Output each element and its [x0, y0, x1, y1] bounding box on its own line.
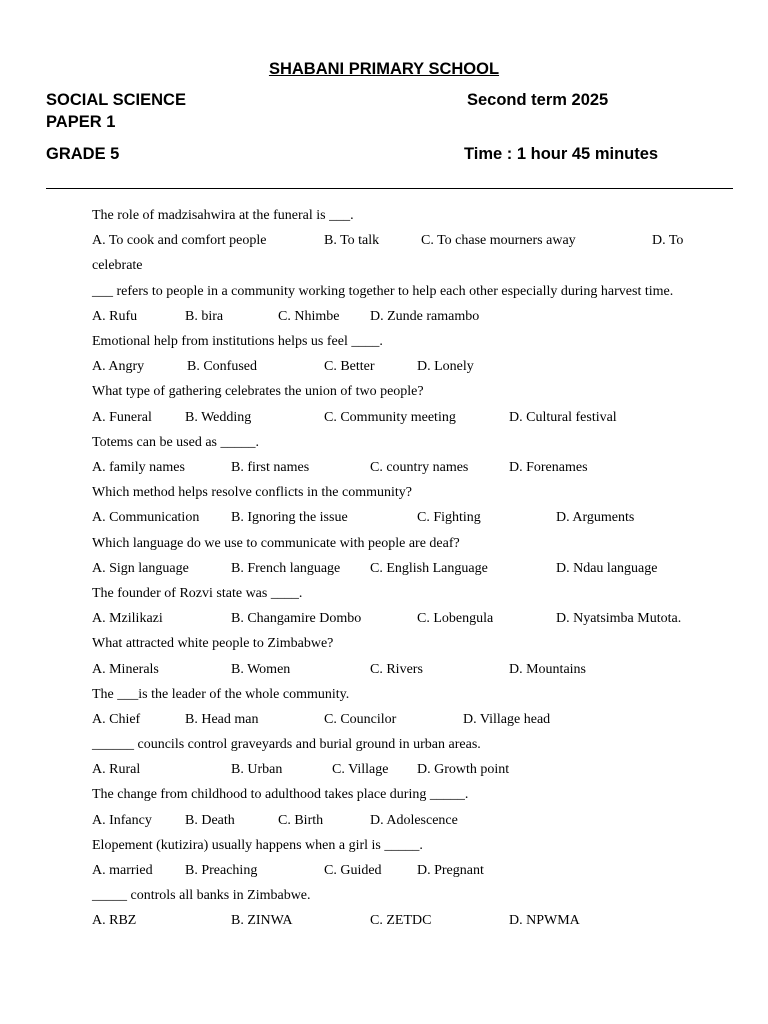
option-c: C. Fighting [417, 510, 481, 526]
option-d: D. Arguments [556, 510, 635, 526]
option-c: C. Lobengula [417, 611, 494, 627]
options-row [92, 304, 742, 329]
option-c: C. Community meeting [324, 409, 456, 425]
options-row [92, 405, 742, 430]
options-row [92, 757, 742, 782]
option-b: B. Wedding [185, 409, 252, 425]
time-label: Time : 1 hour 45 minutes [464, 145, 659, 163]
question-text: ___ refers to people in a community working together to help each other especially during harvest time. [92, 283, 674, 299]
option-b: B. Death [185, 812, 235, 828]
option-b: B. Changamire Dombo [231, 611, 362, 627]
option-c: C. English Language [370, 560, 488, 576]
options-row [92, 657, 742, 682]
option-d: D. Village head [463, 711, 551, 727]
option-a: A. Sign language [92, 560, 189, 576]
question-text: The founder of Rozvi state was ____. [92, 585, 303, 601]
option-d: D. Pregnant [417, 863, 484, 879]
option-c: C. Nhimbe [278, 308, 340, 324]
options-row [92, 858, 742, 883]
option-a: A. Minerals [92, 661, 159, 677]
option-d: D. Zunde ramambo [370, 308, 480, 324]
term-label: Second term 2025 [467, 91, 609, 109]
option-c: C. Village [332, 762, 389, 778]
question-text: What type of gathering celebrates the union of two people? [92, 384, 424, 400]
option-a: A. Rufu [92, 308, 138, 324]
question-text: Emotional help from institutions helps us feel ____. [92, 333, 383, 349]
option-c: C. country names [370, 459, 469, 475]
option-d: D. Nyatsimba Mutota. [556, 611, 682, 627]
options-row [92, 455, 742, 480]
option-d: D. To [652, 233, 684, 249]
option-b: B. French language [231, 560, 341, 576]
option-b: B. Confused [187, 359, 257, 375]
question-list [92, 203, 742, 934]
option-a: A. Communication [92, 510, 200, 526]
options-row [92, 354, 742, 379]
option-b: B. To talk [324, 233, 380, 249]
question-text: The role of madzisahwira at the funeral is ___. [92, 208, 354, 223]
option-a: A. married [92, 863, 153, 879]
option-d: D. Mountains [509, 661, 586, 677]
options-row [92, 505, 742, 530]
options-row [92, 606, 742, 631]
option-c: C. Better [324, 359, 375, 375]
option-continuation: celebrate [92, 258, 143, 274]
question-text: Totems can be used as _____. [92, 434, 259, 450]
option-c: C. Birth [278, 812, 324, 828]
option-c: C. Councilor [324, 711, 397, 727]
option-b: B. ZINWA [231, 913, 293, 929]
option-c: C. ZETDC [370, 913, 432, 929]
grade-label: GRADE 5 [46, 145, 120, 163]
options-row [92, 707, 742, 732]
option-b: B. Urban [231, 762, 283, 778]
question-text: _____ controls all banks in Zimbabwe. [92, 888, 311, 904]
option-a: A. Rural [92, 762, 141, 778]
option-d: D. Cultural festival [509, 409, 617, 425]
question-text: What attracted white people to Zimbabwe? [92, 636, 334, 652]
option-a: A. Angry [92, 359, 145, 375]
option-b: B. Preaching [185, 863, 258, 879]
question-text: Which method helps resolve conflicts in the community? [92, 485, 412, 501]
question-text: Elopement (kutizira) usually happens when a girl is _____. [92, 837, 423, 853]
option-c: C. To chase mourners away [421, 233, 576, 249]
option-c: C. Guided [324, 863, 382, 879]
school-name: SHABANI PRIMARY SCHOOL [268, 60, 500, 78]
option-b: B. bira [185, 308, 224, 324]
option-a: A. Mzilikazi [92, 611, 163, 627]
header-divider [46, 188, 733, 189]
option-d: D. Growth point [417, 762, 510, 778]
option-d: D. Lonely [417, 359, 474, 375]
option-b: B. Women [231, 661, 291, 677]
subject-title: SOCIAL SCIENCE [46, 91, 186, 109]
option-b: B. Head man [185, 711, 259, 727]
paper-label: PAPER 1 [46, 113, 116, 131]
option-d: D. NPWMA [509, 913, 580, 929]
option-a: A. Infancy [92, 812, 152, 828]
option-a: A. Funeral [92, 409, 152, 425]
question-text: The ___is the leader of the whole community. [92, 686, 350, 702]
option-d: D. Ndau language [556, 560, 658, 576]
options-row [92, 228, 742, 253]
option-a: A. To cook and comfort people [92, 233, 267, 249]
option-d: D. Forenames [509, 459, 588, 475]
options-row [92, 808, 742, 833]
question-text: Which language do we use to communicate with people are deaf? [92, 535, 460, 551]
option-a: A. RBZ [92, 913, 137, 929]
options-row [92, 556, 742, 581]
option-a: A. Chief [92, 711, 141, 727]
question-text: The change from childhood to adulthood takes place during _____. [92, 787, 469, 803]
option-d: D. Adolescence [370, 812, 458, 828]
option-a: A. family names [92, 459, 185, 475]
option-b: B. first names [231, 459, 310, 475]
question-text: ______ councils control graveyards and burial ground in urban areas. [92, 737, 481, 753]
option-b: B. Ignoring the issue [231, 510, 348, 526]
options-row [92, 908, 742, 933]
option-c: C. Rivers [370, 661, 423, 677]
